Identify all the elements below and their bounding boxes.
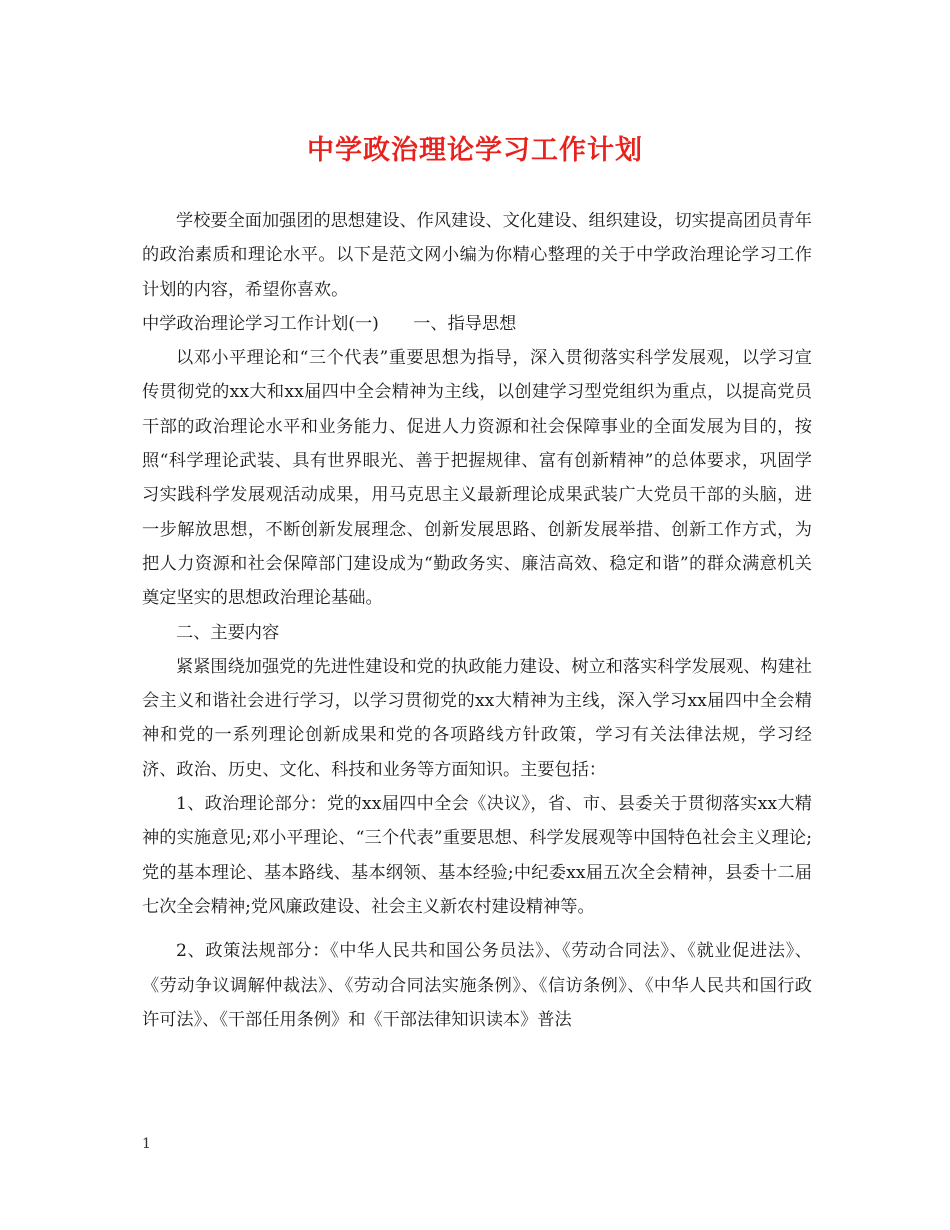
section-heading-main-content: 二、主要内容 [176,622,280,643]
guiding-ideology-paragraph: 以邓小平理论和“三个代表”重要思想为指导，深入贯彻落实科学发展观，以学习宣传贯彻党的xx大和xx届四中全会精神为主线，以创建学习型党组织为重点，以提高党员干部的政治理论水平和业务能力、促进人力资源和社会保障事业的全面发展为目的，按照“科学理论武装、具有世界眼光、善于把握规律、富有创新精神”的总体要求，巩固学习实践科学发展观活动成果，用马克思主义最新理论成果武装广大党员干部的头脑，进一步解放思想，不断创新发展理念、创新发展思路、创新发展举措、创新工作方式，为把人力资源和社会保障部门建设成为“勤政务实、廉洁高效、稳定和谐”的群众满意机关奠定坚实的思想政治理论基础。 [142,348,812,609]
document-title: 中学政治理论学习工作计划 [307,135,643,166]
policy-regulations-paragraph: 2、政策法规部分：《中华人民共和国公务员法》、《劳动合同法》、《就业促进法》、《劳动争议调解仲裁法》、《劳动合同法实施条例》、《信访条例》、《中华人民共和国行政许可法》、《干部任用条例》和《干部法律知识读本》普法 [142,941,812,1030]
main-content-paragraph: 紧紧围绕加强党的先进性建设和党的执政能力建设、树立和落实科学发展观、构建社会主义和谐社会进行学习，以学习贯彻党的xx大精神为主线，深入学习xx届四中全会精神和党的一系列理论创新成果和党的各项路线方针政策，学习有关法律法规，学习经济、政治、历史、文化、科技和业务等方面知识。主要包括： [142,656,812,780]
political-theory-paragraph: 1、政治理论部分：党的xx届四中全会《决议》，省、市、县委关于贯彻落实xx大精神的实施意见;邓小平理论、“三个代表”重要思想、科学发展观等中国特色社会主义理论;党的基本理论、基本路线、基本纲领、基本经验;中纪委xx届五次全会精神，县委十二届七次全会精神;党风廉政建设、社会主义新农村建设精神等。 [142,794,812,917]
intro-paragraph: 学校要全面加强团的思想建设、作风建设、文化建设、组织建设，切实提高团员青年的政治素质和理论水平。以下是范文网小编为你精心整理的关于中学政治理论学习工作计划的内容，希望你喜欢。 [142,211,812,300]
document-body [142,204,812,1037]
plan-heading: 中学政治理论学习工作计划(一) 一、指导思想 [142,313,517,334]
page-number: 1 [142,1136,151,1152]
